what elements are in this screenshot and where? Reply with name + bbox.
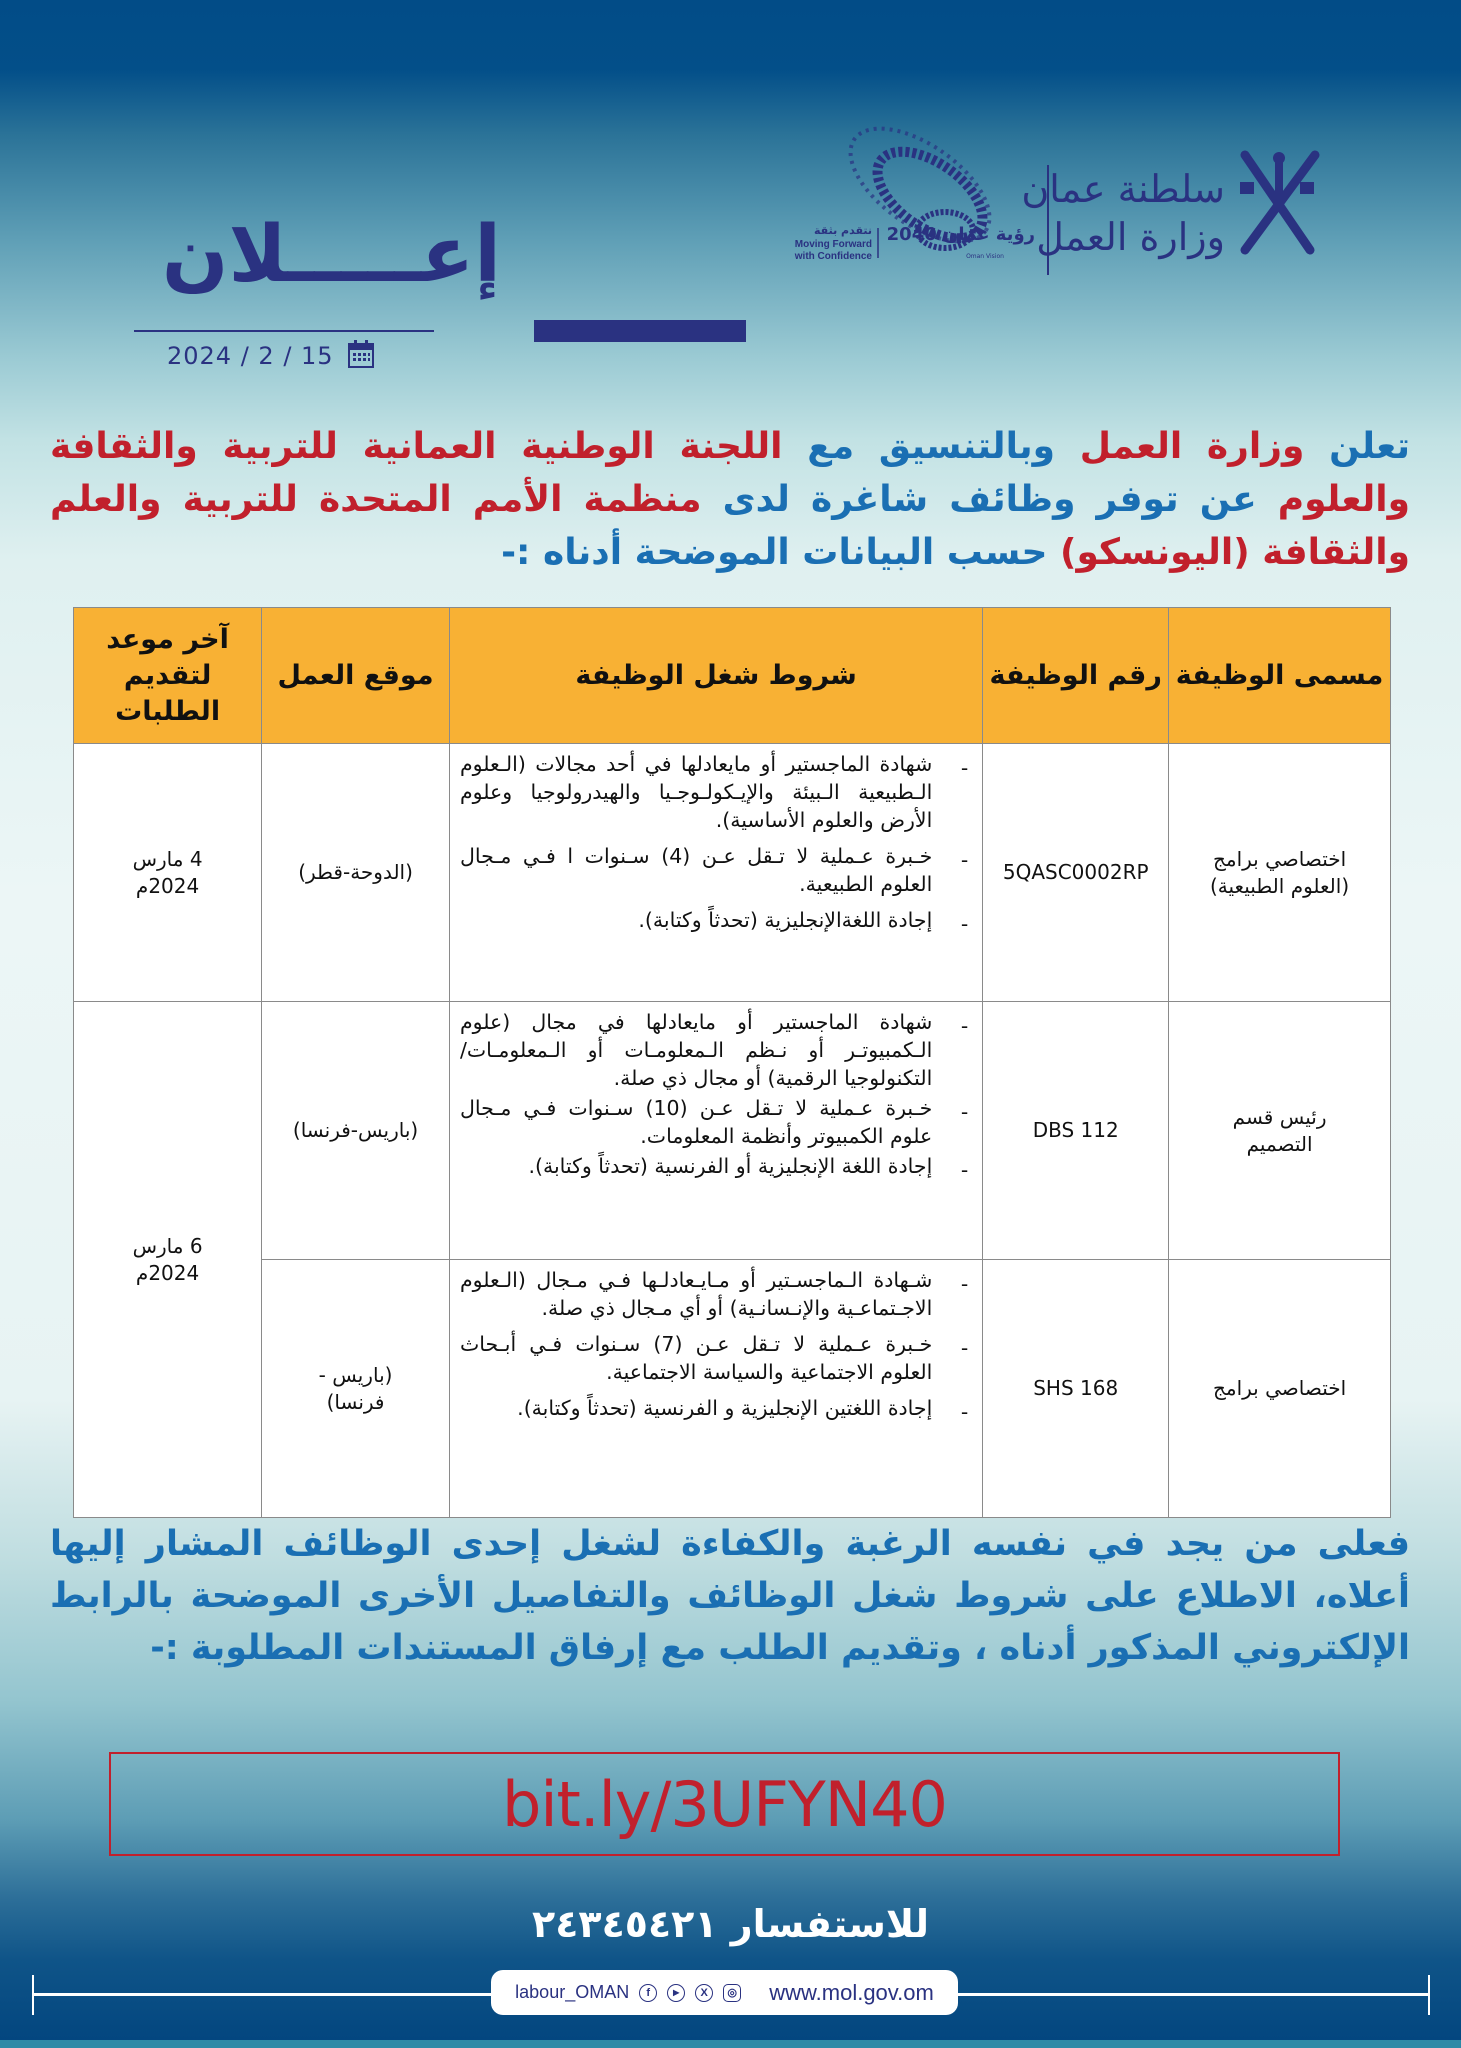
youtube-icon[interactable]: ▶ — [667, 1984, 685, 2002]
intro-segment: منظمة الأمم المتحدة للتربية والعلم والثقافة (اليونسكو) — [50, 479, 1410, 573]
inquiry-phone: للاستفسار ٢٤٣٤٥٤٢١ — [532, 1902, 929, 1946]
location-cell: (الدوحة-قطر) — [262, 744, 450, 1002]
table-row — [74, 1260, 1391, 1518]
condition-item: - إجادة اللغتين الإنجليزية و الفرنسية (تحدثاً وكتابة). — [517, 1396, 969, 1424]
title-divider-line — [134, 330, 434, 332]
table-row — [74, 744, 1391, 1002]
intro-paragraph — [50, 420, 1410, 579]
bottom-strip — [0, 2040, 1461, 2048]
oman-emblem-icon — [1240, 152, 1315, 250]
deadline-cell: 6 مارس 2024م — [74, 1002, 262, 1518]
ministry-name-line1: سلطنة عمان — [1021, 167, 1225, 211]
location-cell: (باريس-فرنسا) — [262, 1002, 450, 1260]
job-title-cell: رئيس قسم التصميم — [1169, 1002, 1391, 1260]
application-link-box[interactable] — [109, 1752, 1340, 1856]
deadline-cell: 4 مارس 2024م — [74, 744, 262, 1002]
social-handle[interactable]: labour_OMAN — [515, 1982, 630, 2002]
intro-segment: اللجنة الوطنية العمانية للتربية والثقافة والعلوم — [50, 426, 1410, 520]
job-number-cell: SHS 168 — [983, 1260, 1169, 1518]
date-row — [167, 340, 374, 372]
intro-segment: عن توفر وظائف شاغرة لدى — [701, 479, 1257, 520]
footer-divider-tick — [1428, 1975, 1430, 2015]
condition-item: - خـبرة عـملية لا تـقل عـن (10) سـنوات فـي مـجال علوم الكمبيوتر وأنظمة المعلومات. — [459, 1096, 969, 1148]
header-job-number: رقم الوظيفة — [983, 608, 1169, 744]
x-icon[interactable]: X — [695, 1984, 713, 2002]
instagram-icon[interactable]: ◎ — [723, 1984, 741, 2002]
website-link[interactable]: www.mol.gov.om — [769, 1979, 934, 2005]
announcement-date: 2024 / 2 / 15 — [167, 342, 334, 370]
conditions-cell — [449, 1002, 982, 1260]
condition-item: - شهادة الماجستير أو مايعادلها في أحد مجالات (الـعلوم الـطبيعية الـبيئة والإيـكولـوجـيا والهيدرولوجيا وعلوم الأرض والعلوم الأساسية). — [459, 752, 969, 832]
job-number-cell: DBS 112 — [983, 1002, 1169, 1260]
title-divider-bar — [534, 320, 746, 342]
facebook-icon[interactable]: f — [639, 1984, 657, 2002]
intro-segment: تعلن — [1304, 426, 1411, 467]
logos-graphic — [770, 120, 1330, 290]
slogan-en-line2: with Confidence — [794, 251, 872, 262]
header-location: موقع العمل — [262, 608, 450, 744]
header-job-title: مسمى الوظيفة — [1169, 608, 1391, 744]
slogan-en-line1: Moving Forward — [794, 239, 872, 250]
ministry-name-line2: وزارة العمل — [1036, 215, 1225, 259]
intro-segment: حسب البيانات الموضحة أدناه :- — [501, 532, 1048, 573]
slogan-ar: نتقدم بثقة — [814, 224, 872, 237]
table-header-row — [74, 608, 1391, 744]
header-logos — [770, 120, 1330, 290]
condition-item: - إجادة اللغةالإنجليزية (تحدثاً وكتابة). — [638, 908, 969, 936]
conditions-cell — [449, 1260, 982, 1518]
condition-item: - خـبرة عـملية لا تـقل عـن (7) سـنوات فـي أبـحاث العلوم الاجتماعية والسياسة الاجتماعية. — [459, 1332, 969, 1384]
job-number-cell: 5QASC0002RP — [983, 744, 1169, 1002]
condition-item: - خـبرة عـملية لا تـقل عـن (4) سـنوات ا فـي مـجال العلوم الطبيعية. — [459, 844, 969, 896]
header-conditions: شروط شغل الوظيفة — [449, 608, 982, 744]
table-row — [74, 1002, 1391, 1260]
footer-divider-tick — [32, 1975, 34, 2015]
intro-segment: وزارة العمل — [1055, 426, 1305, 467]
job-title-cell: اختصاصي برامج (العلوم الطبيعية) — [1169, 744, 1391, 1002]
calendar-icon — [348, 340, 374, 372]
page-title: إعـــــلان — [161, 210, 501, 300]
vision-logo-text: رؤية عمان 2040 — [886, 224, 1035, 245]
location-cell: (باريس - فرنسا) — [262, 1260, 450, 1518]
job-title-cell: اختصاصي برامج — [1169, 1260, 1391, 1518]
closing-paragraph: فعلى من يجد في نفسه الرغبة والكفاءة لشغل إحدى الوظائف المشار إليها أعلاه، الاطلاع على شروط شغل الوظائف والتفاصيل الأخرى الموضحة بالرابط الإلكتروني المذكور أدناه ، وتقديم الطلب مع إرفاق المستندات المطلوبة :- — [50, 1524, 1410, 1668]
intro-segment: وبالتنسيق مع — [782, 426, 1055, 467]
jobs-table — [73, 607, 1391, 1518]
conditions-cell — [449, 744, 982, 1002]
condition-item: - إجادة اللغة الإنجليزية أو الفرنسية (تحدثاً وكتابة). — [528, 1154, 969, 1182]
header-deadline: آخر موعد لتقديم الطلبات — [74, 608, 262, 744]
condition-item: - شـهادة الـماجسـتير أو مـايـعادلـها فـي مـجال (الـعلوم الاجـتماعـية والإنـسانـية) أو أي مـجال ذي صلة. — [459, 1268, 969, 1320]
condition-item: - شهادة الماجستير أو مايعادلها في مجال (علوم الـكمبيوتـر أو نـظم الـمعلومـات أو الـمعلومـات/ التكنولوجيا الرقمية) أو مجال ذي صلة. — [459, 1010, 969, 1090]
vision-sublabel: Oman Vision — [966, 253, 1004, 260]
application-link[interactable]: bit.ly/3UFYN40 — [501, 1767, 948, 1841]
footer-contact-bar — [491, 1970, 958, 2015]
